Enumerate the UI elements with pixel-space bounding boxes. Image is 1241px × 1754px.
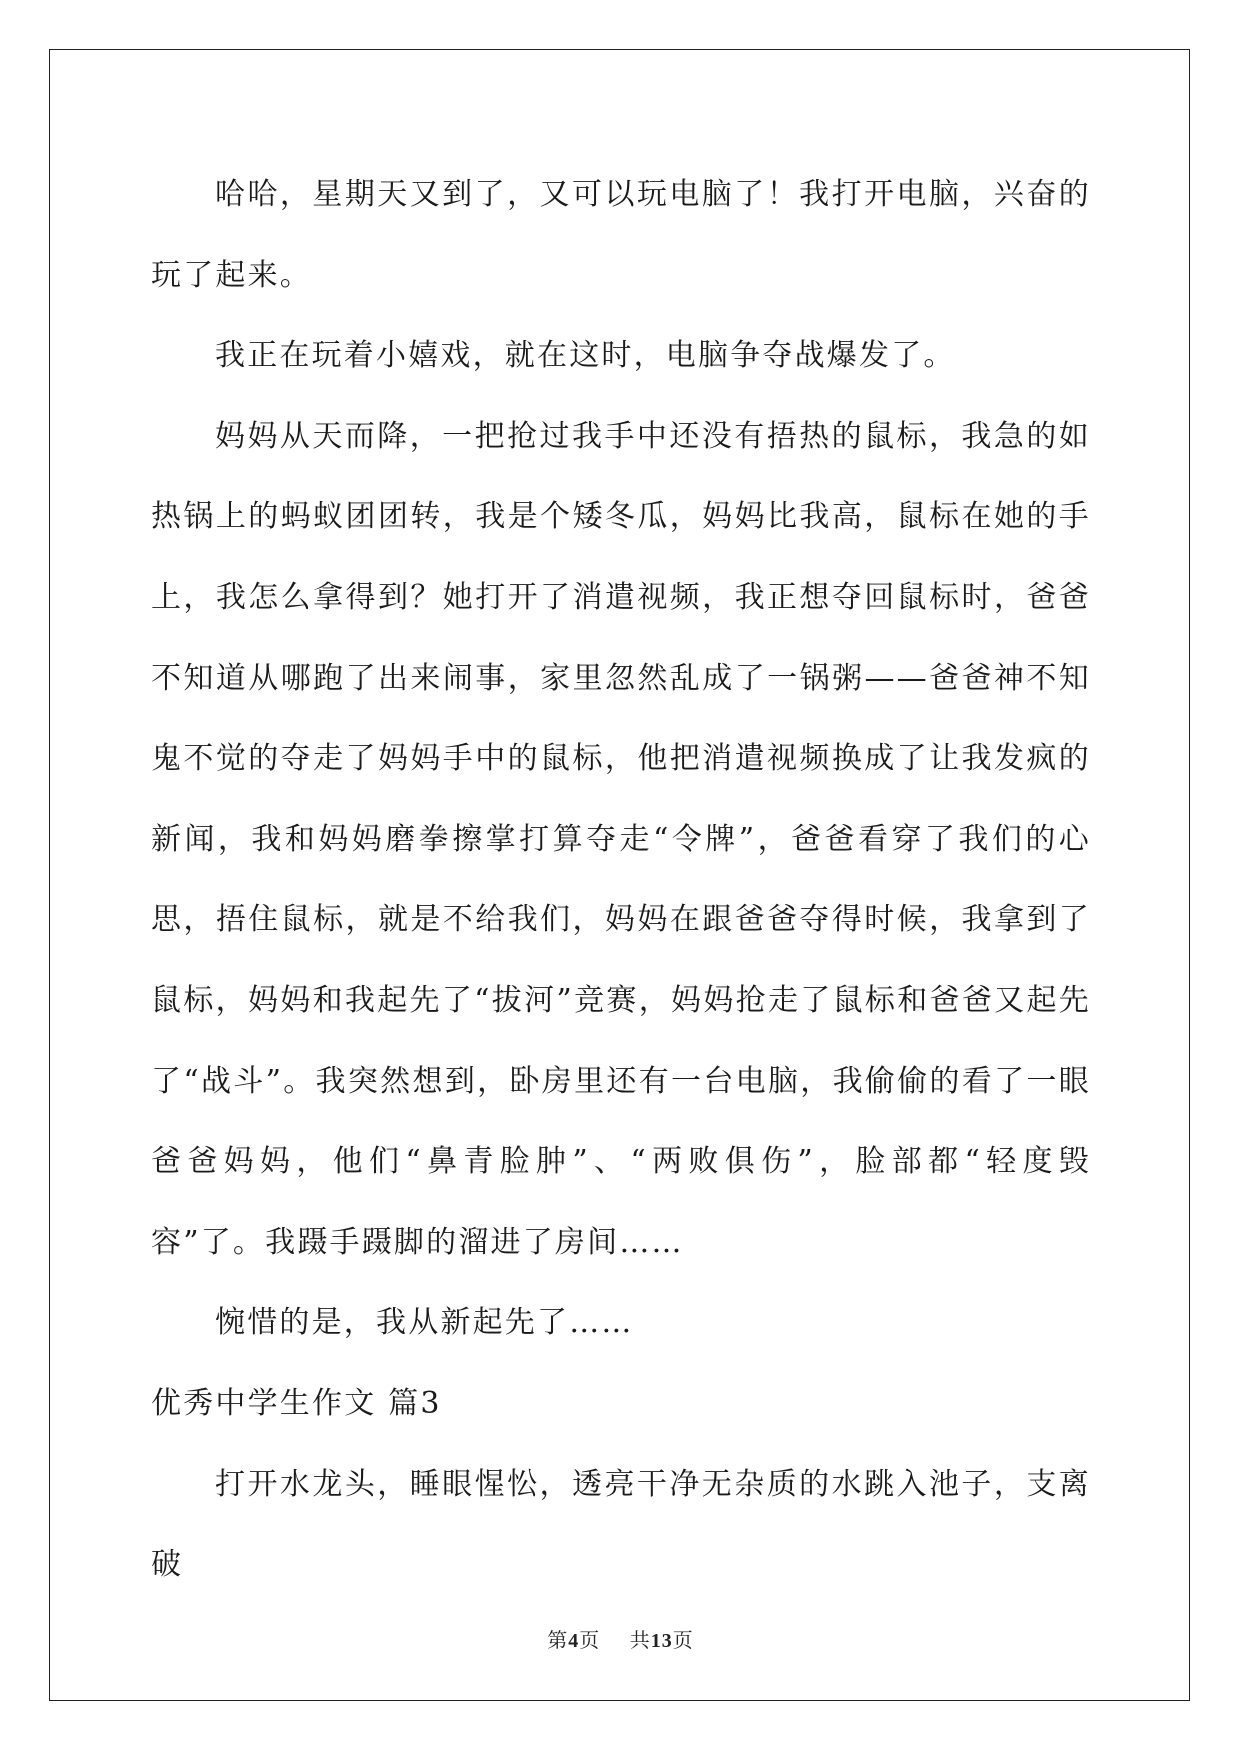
footer-prefix: 第 xyxy=(547,1628,569,1652)
paragraph-2: 我正在玩着小嬉戏，就在这时，电脑争夺战爆发了。 xyxy=(215,338,956,374)
current-page-number: 4 xyxy=(568,1630,580,1652)
footer-page-suffix: 页 xyxy=(579,1628,601,1652)
page-footer xyxy=(0,1624,1241,1653)
paragraph-5: 打开水龙头，睡眼惺忪，透亮干净无杂质的水跳入池子，支离破 xyxy=(151,1466,1091,1583)
paragraph-1: 哈哈，星期天又到了，又可以玩电脑了！我打开电脑，兴奋的玩了起来。 xyxy=(151,177,1091,293)
section-heading: 优秀中学生作文 篇3 xyxy=(151,1385,442,1421)
footer-total-prefix: 共 xyxy=(629,1628,651,1652)
footer-total-suffix: 页 xyxy=(672,1628,694,1652)
paragraph-4: 惋惜的是，我从新起先了…… xyxy=(215,1305,634,1341)
document-body xyxy=(151,155,1091,1606)
paragraph-3: 妈妈从天而降，一把抢过我手中还没有捂热的鼠标，我急的如热锅上的蚂蚁团团转，我是个矮冬瓜，妈妈比我高，鼠标在她的手上，我怎么拿得到？她打开了消遣视频，我正想夺回鼠标时，爸爸不知道从哪跑了出来闹事，家里忽然乱成了一锅粥——爸爸神不知鬼不觉的夺走了妈妈手中的鼠标，他把消遣视频换成了让我发疯的新闻，我和妈妈磨拳擦掌打算夺走“令牌”，爸爸看穿了我们的心思，捂住鼠标，就是不给我们，妈妈在跟爸爸夺得时候，我拿到了鼠标，妈妈和我起先了“拔河”竞赛，妈妈抢走了鼠标和爸爸又起先了“战斗”。我突然想到，卧房里还有一台电脑，我偷偷的看了一眼爸爸妈妈，他们“鼻青脸肿”、“两败俱伤”，脸部都“轻度毁容”了。我蹑手蹑脚的溜进了房间…… xyxy=(151,418,1091,1260)
total-page-number: 13 xyxy=(650,1630,673,1652)
